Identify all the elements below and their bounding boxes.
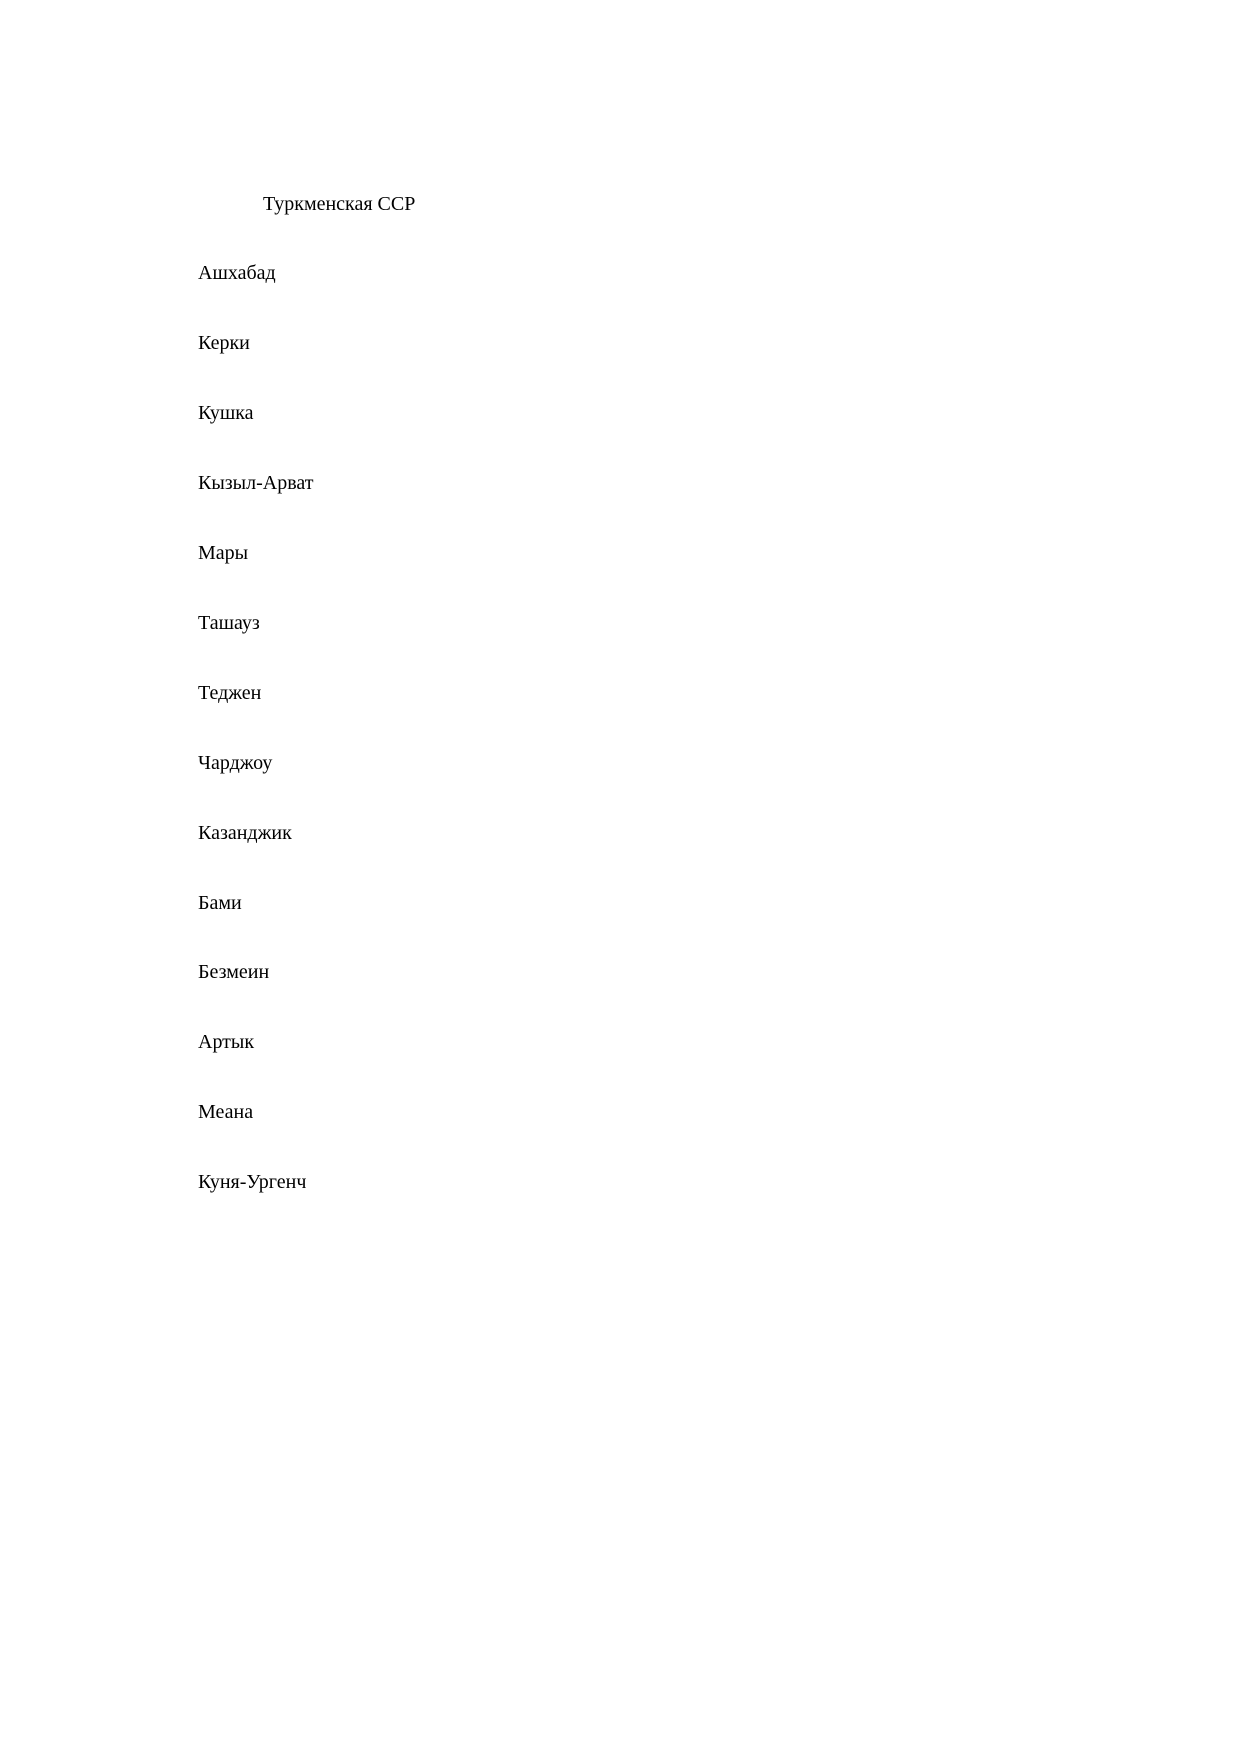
city-line: Артык: [198, 1031, 255, 1054]
city-line: Ташауз: [198, 611, 260, 634]
city-line: Куня-Ургенч: [198, 1171, 307, 1194]
text-block: [198, 146, 415, 1241]
section-title: Туркменская ССР: [263, 192, 416, 215]
city-line: Керки: [198, 332, 250, 355]
city-line: Теджен: [198, 681, 262, 704]
city-line: Кушка: [198, 402, 254, 425]
city-line: Казанджик: [198, 821, 292, 844]
city-line: Безмеин: [198, 961, 270, 984]
city-line: Меана: [198, 1101, 254, 1124]
city-line: Чарджоу: [198, 751, 273, 774]
city-line: Бами: [198, 891, 242, 914]
city-line: Ашхабад: [198, 262, 276, 285]
city-line: Кызыл-Арват: [198, 472, 314, 495]
city-line: Мары: [198, 542, 249, 565]
